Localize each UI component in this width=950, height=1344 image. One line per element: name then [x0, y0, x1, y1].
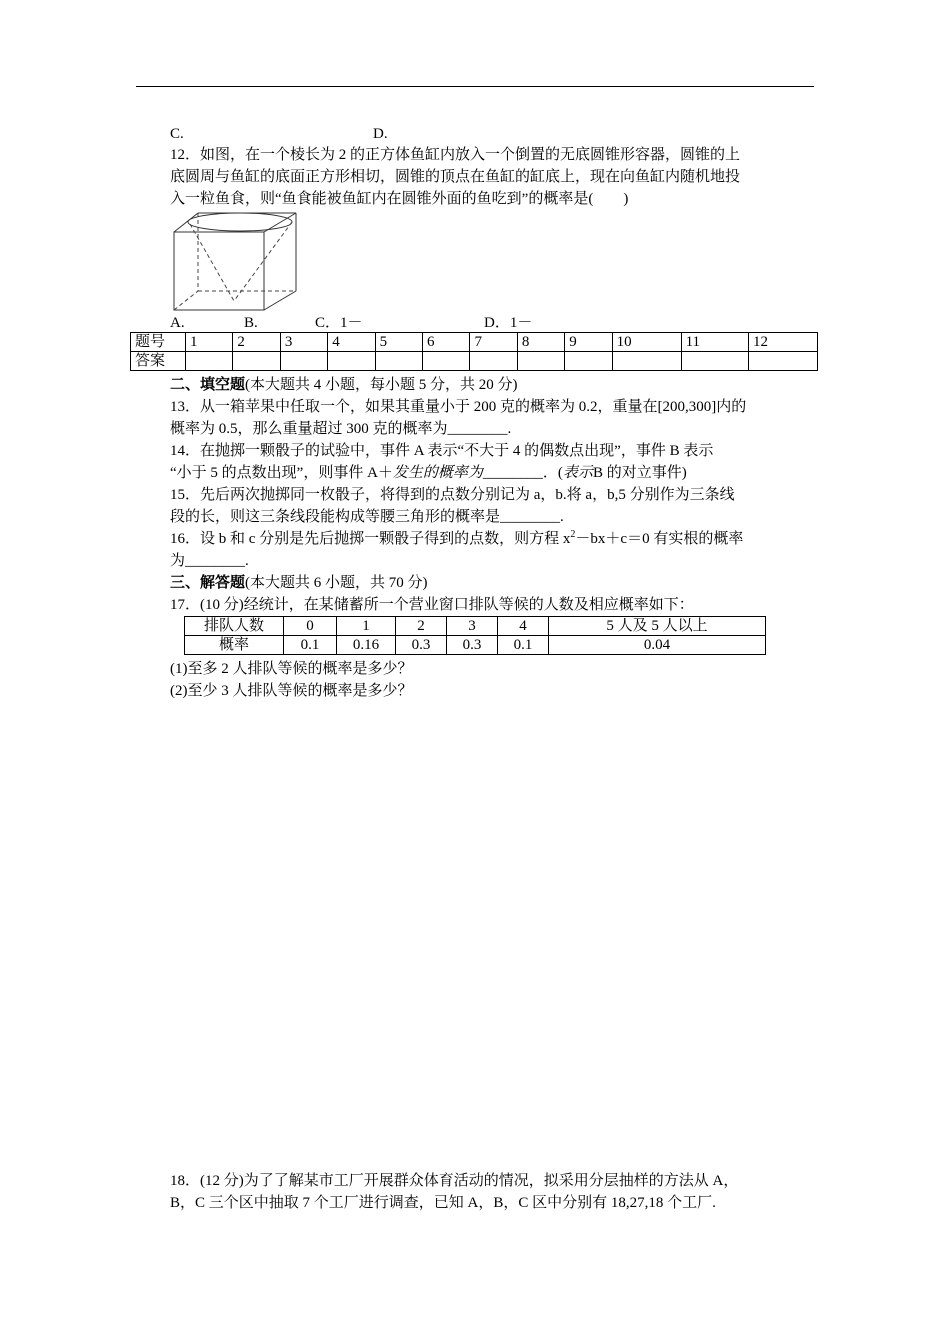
- table-cell: 题号: [131, 333, 186, 352]
- q13-text-line-2: 概率为 0.5，那么重量超过 300 克的概率为________.: [170, 421, 512, 437]
- q12-option-c: C．1－: [315, 315, 363, 331]
- table-cell: 3: [280, 333, 327, 352]
- q12-option-b: B.: [244, 315, 258, 331]
- table-row: [131, 352, 818, 371]
- q16-part-b: －bx＋c＝0 有实根的概率: [575, 531, 744, 547]
- q14-text-line-1: 14．在抛掷一颗骰子的试验中，事件 A 表示“不大于 4 的偶数点出现”，事件 B 表示: [170, 443, 714, 459]
- header-rule: [136, 86, 814, 87]
- cube-cone-figure: [168, 210, 302, 314]
- table-cell: 0.04: [549, 636, 766, 655]
- q18-text-line-1: 18．(12 分)为了了解某市工厂开展群众体育活动的情况，拟采用分层抽样的方法从 A，: [170, 1173, 739, 1189]
- q16-exponent: 2: [570, 529, 576, 540]
- table-cell: 6: [423, 333, 470, 352]
- answer-cell[interactable]: [423, 352, 470, 371]
- queue-probability-table: [184, 616, 766, 655]
- answer-cell[interactable]: [470, 352, 517, 371]
- table-header-cell: 2: [396, 617, 447, 636]
- table-cell: 0.1: [498, 636, 549, 655]
- answer-cell[interactable]: [565, 352, 612, 371]
- section-2-heading: [170, 376, 518, 395]
- q11-option-d: D.: [373, 126, 388, 142]
- table-cell: 12: [748, 333, 817, 352]
- answer-cell[interactable]: [748, 352, 817, 371]
- table-cell: 0.3: [447, 636, 498, 655]
- table-header-cell: 3: [447, 617, 498, 636]
- table-header-cell: 4: [498, 617, 549, 636]
- table-header-cell: 0: [284, 617, 337, 636]
- table-cell: 11: [681, 333, 748, 352]
- answer-cell[interactable]: [280, 352, 327, 371]
- table-cell: 答案: [131, 352, 186, 371]
- answer-cell[interactable]: [612, 352, 681, 371]
- q14-part-d: 表示: [562, 465, 593, 481]
- q14-part-b: 发生的概率为: [392, 465, 483, 481]
- q17-subquestion-1: (1)至多 2 人排队等候的概率是多少？: [170, 661, 413, 677]
- section-3-note: (本大题共 6 小题，共 70 分): [245, 575, 428, 591]
- q14-part-c: ________．(: [482, 465, 563, 481]
- q14-part-a: “小于 5 的点数出现”，则事件 A＋: [170, 465, 393, 481]
- table-cell: 0.1: [284, 636, 337, 655]
- q14-text-line-2: [170, 464, 687, 483]
- table-cell: 概率: [185, 636, 284, 655]
- q12-option-a: A.: [170, 315, 185, 331]
- table-cell: 8: [517, 333, 564, 352]
- table-cell: 7: [470, 333, 517, 352]
- q12-option-d: D．1－: [484, 315, 533, 331]
- table-cell: 5: [375, 333, 422, 352]
- table-cell: 0.16: [337, 636, 396, 655]
- answer-cell[interactable]: [681, 352, 748, 371]
- table-row: [131, 333, 818, 352]
- q12-text-line-3: 入一粒鱼食，则“鱼食能被鱼缸内在圆锥外面的鱼吃到”的概率是( ): [170, 191, 629, 207]
- q12-text-line-1: 12．如图，在一个棱长为 2 的正方体鱼缸内放入一个倒置的无底圆锥形容器，圆锥的上: [170, 147, 741, 163]
- q16-part-a: 16．设 b 和 c 分别是先后抛掷一颗骰子得到的点数，则方程 x: [170, 531, 571, 547]
- q14-part-e: B 的对立事件): [592, 465, 687, 481]
- answer-cell[interactable]: [186, 352, 233, 371]
- section-2-note: (本大题共 4 小题，每小题 5 分，共 20 分): [245, 377, 518, 393]
- table-cell: 1: [186, 333, 233, 352]
- table-cell: 0.3: [396, 636, 447, 655]
- answer-table: [130, 332, 818, 371]
- table-header-cell: 1: [337, 617, 396, 636]
- answer-cell[interactable]: [233, 352, 280, 371]
- table-header-cell: 5 人及 5 人以上: [549, 617, 766, 636]
- answer-cell[interactable]: [375, 352, 422, 371]
- answer-cell[interactable]: [328, 352, 375, 371]
- table-cell: 2: [233, 333, 280, 352]
- table-row: [185, 617, 766, 636]
- answer-cell[interactable]: [517, 352, 564, 371]
- q12-text-line-2: 底圆周与鱼缸的底面正方形相切，圆锥的顶点在鱼缸的缸底上，现在向鱼缸内随机地投: [170, 169, 741, 185]
- table-cell: 10: [612, 333, 681, 352]
- table-cell: 9: [565, 333, 612, 352]
- q18-text-line-2: B，C 三个区中抽取 7 个工厂进行调查，已知 A，B，C 区中分别有 18,27,18 个工厂.: [170, 1195, 716, 1211]
- section-3-title: 三、解答题: [170, 575, 246, 591]
- q16-text-line-1: [170, 530, 743, 549]
- q17-intro: 17．(10 分)经统计，在某储蓄所一个营业窗口排队等候的人数及相应概率如下：: [170, 597, 694, 613]
- q15-text-line-2: 段的长，则这三条线段能构成等腰三角形的概率是________.: [170, 509, 564, 525]
- q17-subquestion-2: (2)至少 3 人排队等候的概率是多少？: [170, 683, 413, 699]
- table-header-cell: 排队人数: [185, 617, 284, 636]
- table-cell: 4: [328, 333, 375, 352]
- q13-text-line-1: 13．从一箱苹果中任取一个，如果其重量小于 200 克的概率为 0.2，重量在[200,300]内的: [170, 399, 747, 415]
- section-2-title: 二、填空题: [170, 377, 246, 393]
- table-row: [185, 636, 766, 655]
- section-3-heading: [170, 574, 428, 593]
- q15-text-line-1: 15．先后两次抛掷同一枚骰子，将得到的点数分别记为 a，b.将 a，b,5 分别作为三条线: [170, 487, 735, 503]
- q11-option-c: C.: [170, 126, 184, 142]
- q16-text-line-2: 为________.: [170, 553, 249, 569]
